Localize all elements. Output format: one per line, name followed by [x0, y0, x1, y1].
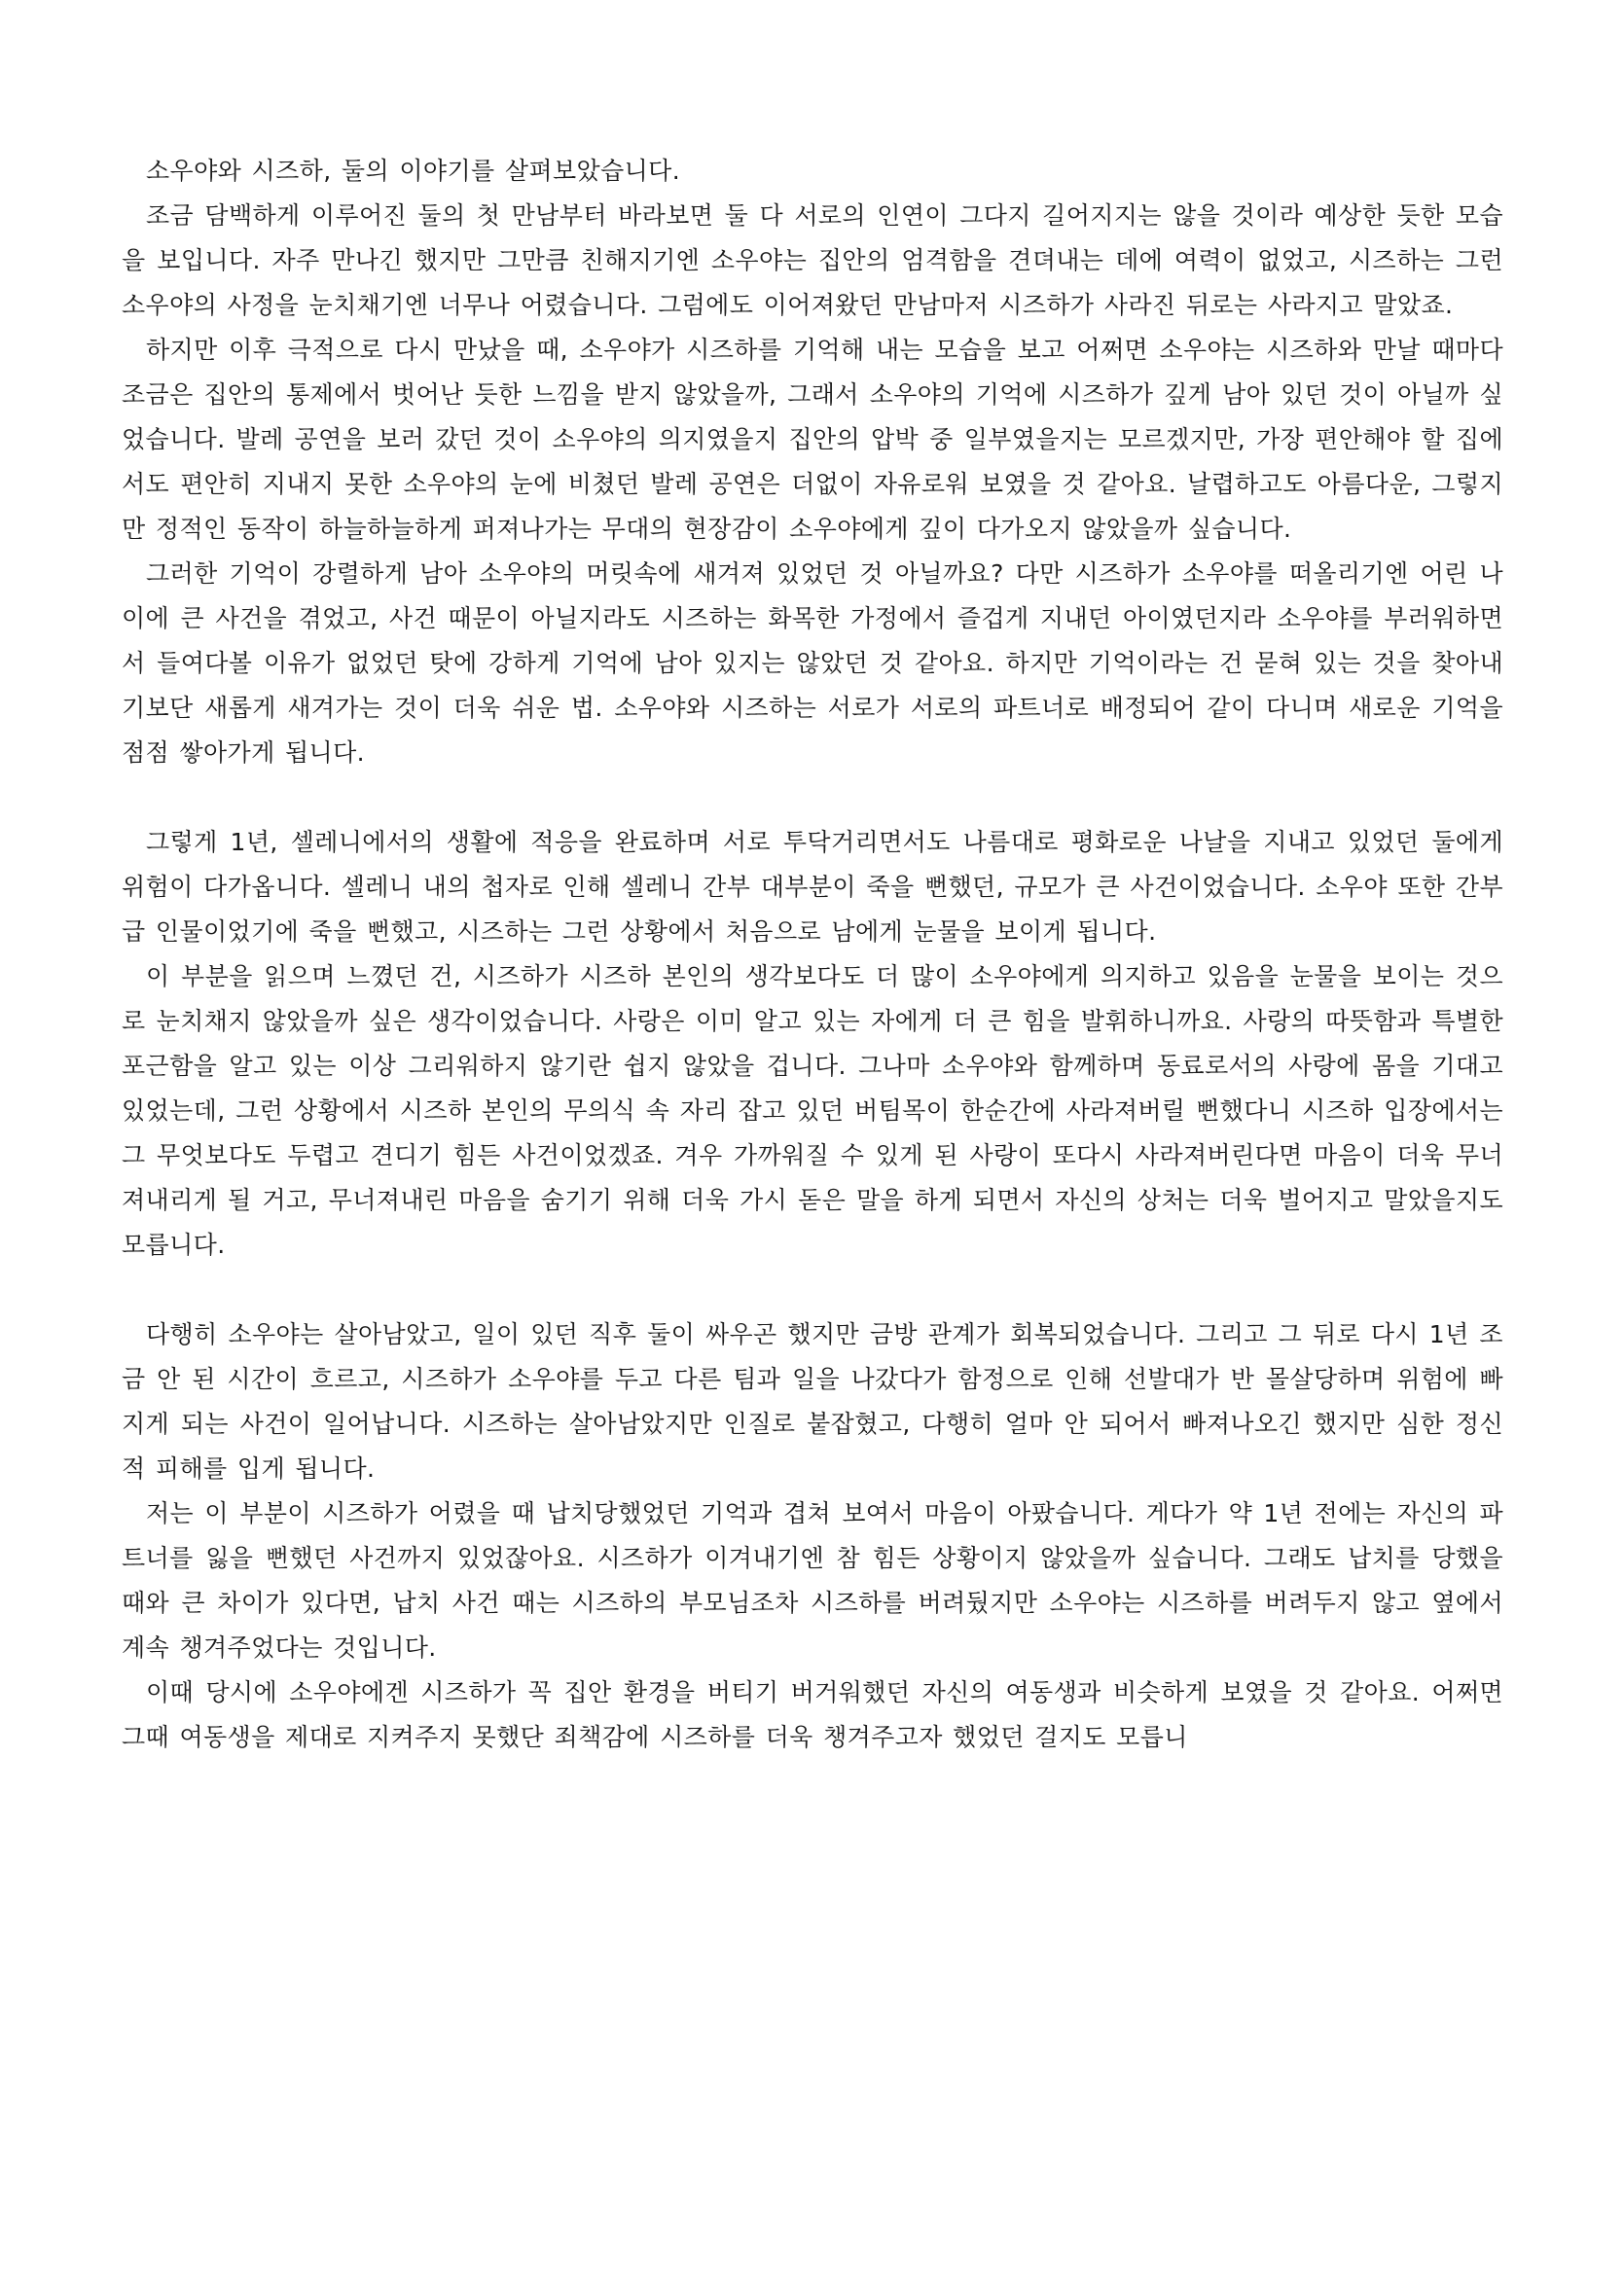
paragraph: 저는 이 부분이 시즈하가 어렸을 때 납치당했었던 기억과 겹쳐 보여서 마음이 아팠습니다. 게다가 약 1년 전에는 자신의 파트너를 잃을 뻔했던 사건까지 있었잖아요. 시즈하가 이겨내기엔 참 힘든 상황이지 않았을까 싶습니다. 그래도 납치를 당했을 때와 큰 차이가 있다면, 납치 사건 때는 시즈하의 부모님조차 시즈하를 버려뒀지만 소우야는 시즈하를 버려두지 않고 옆에서 계속 챙겨주었다는 것입니다. — [122, 1499, 1503, 1662]
paragraph: 이 부분을 읽으며 느꼈던 건, 시즈하가 시즈하 본인의 생각보다도 더 많이 소우야에게 의지하고 있음을 눈물을 보이는 것으로 눈치채지 않았을까 싶은 생각이었습니다. 사랑은 이미 알고 있는 자에게 더 큰 힘을 발휘하니까요. 사랑의 따뜻함과 특별한 포근함을 알고 있는 이상 그리워하지 않기란 쉽지 않았을 겁니다. 그나마 소우야와 함께하며 동료로서의 사랑에 몸을 기대고 있었는데, 그런 상황에서 시즈하 본인의 무의식 속 자리 잡고 있던 버팀목이 한순간에 사라져버릴 뻔했다니 시즈하 입장에서는 그 무엇보다도 두렵고 견디기 힘든 사건이었겠죠. 겨우 가까워질 수 있게 된 사랑이 또다시 사라져버린다면 마음이 더욱 무너져내리게 될 거고, 무너져내린 마음을 숨기기 위해 더욱 가시 돋은 말을 하게 되면서 자신의 상처는 더욱 벌어지고 말았을지도 모릅니다. — [122, 962, 1503, 1259]
paragraph: 조금 담백하게 이루어진 둘의 첫 만남부터 바라보면 둘 다 서로의 인연이 그다지 길어지지는 않을 것이라 예상한 듯한 모습을 보입니다. 자주 만나긴 했지만 그만큼 친해지기엔 소우야는 집안의 엄격함을 견뎌내는 데에 여력이 없었고, 시즈하는 그런 소우야의 사정을 눈치채기엔 너무나 어렸습니다. 그럼에도 이어져왔던 만남마저 시즈하가 사라진 뒤로는 사라지고 말았죠. — [122, 201, 1503, 319]
section-recovery — [122, 1312, 1503, 1760]
paragraph: 다행히 소우야는 살아남았고, 일이 있던 직후 둘이 싸우곤 했지만 금방 관계가 회복되었습니다. 그리고 그 뒤로 다시 1년 조금 안 된 시간이 흐르고, 시즈하가 소우야를 두고 다른 팀과 일을 나갔다가 함정으로 인해 선발대가 반 몰살당하며 위험에 빠지게 되는 사건이 일어납니다. 시즈하는 살아남았지만 인질로 붙잡혔고, 다행히 얼마 안 되어서 빠져나오긴 했지만 심한 정신적 피해를 입게 됩니다. — [122, 1320, 1503, 1483]
paragraph: 그러한 기억이 강렬하게 남아 소우야의 머릿속에 새겨져 있었던 것 아닐까요? 다만 시즈하가 소우야를 떠올리기엔 어린 나이에 큰 사건을 겪었고, 사건 때문이 아닐지라도 시즈하는 화목한 가정에서 즐겁게 지내던 아이였던지라 소우야를 부러워하면서 들여다볼 이유가 없었던 탓에 강하게 기억에 남아 있지는 않았던 것 같아요. 하지만 기억이라는 건 묻혀 있는 것을 찾아내기보단 새롭게 새겨가는 것이 더욱 쉬운 법. 소우야와 시즈하는 서로가 서로의 파트너로 배정되어 같이 다니며 새로운 기억을 점점 쌓아가게 됩니다. — [122, 559, 1503, 767]
paragraph: 하지만 이후 극적으로 다시 만났을 때, 소우야가 시즈하를 기억해 내는 모습을 보고 어쩌면 소우야는 시즈하와 만날 때마다 조금은 집안의 통제에서 벗어난 듯한 느낌을 받지 않았을까, 그래서 소우야의 기억에 시즈하가 깊게 남아 있던 것이 아닐까 싶었습니다. 발레 공연을 보러 갔던 것이 소우야의 의지였을지 집안의 압박 중 일부였을지는 모르겠지만, 가장 편안해야 할 집에서도 편안히 지내지 못한 소우야의 눈에 비쳤던 발레 공연은 더없이 자유로워 보였을 것 같아요. 날렵하고도 아름다운, 그렇지만 정적인 동작이 하늘하늘하게 퍼져나가는 무대의 현장감이 소우야에게 깊이 다가오지 않았을까 싶습니다. — [122, 336, 1503, 543]
section-first-meeting — [122, 194, 1503, 775]
intro-line: 소우야와 시즈하, 둘의 이야기를 살펴보았습니다. — [146, 157, 681, 185]
document-page — [122, 149, 1503, 1760]
paragraph: 이때 당시에 소우야에겐 시즈하가 꼭 집안 환경을 버티기 버거워했던 자신의 여동생과 비슷하게 보였을 것 같아요. 어쩌면 그때 여동생을 제대로 지켜주지 못했단 죄책감에 시즈하를 더욱 챙겨주고자 했었던 걸지도 모릅니 — [122, 1678, 1503, 1751]
paragraph: 그렇게 1년, 셀레니에서의 생활에 적응을 완료하며 서로 투닥거리면서도 나름대로 평화로운 나날을 지내고 있었던 둘에게 위험이 다가옵니다. 셀레니 내의 첩자로 인해 셀레니 간부 대부분이 죽을 뻔했던, 규모가 큰 사건이었습니다. 소우야 또한 간부급 인물이었기에 죽을 뻔했고, 시즈하는 그런 상황에서 처음으로 남에게 눈물을 보이게 됩니다. — [122, 828, 1503, 946]
section-danger — [122, 820, 1503, 1268]
